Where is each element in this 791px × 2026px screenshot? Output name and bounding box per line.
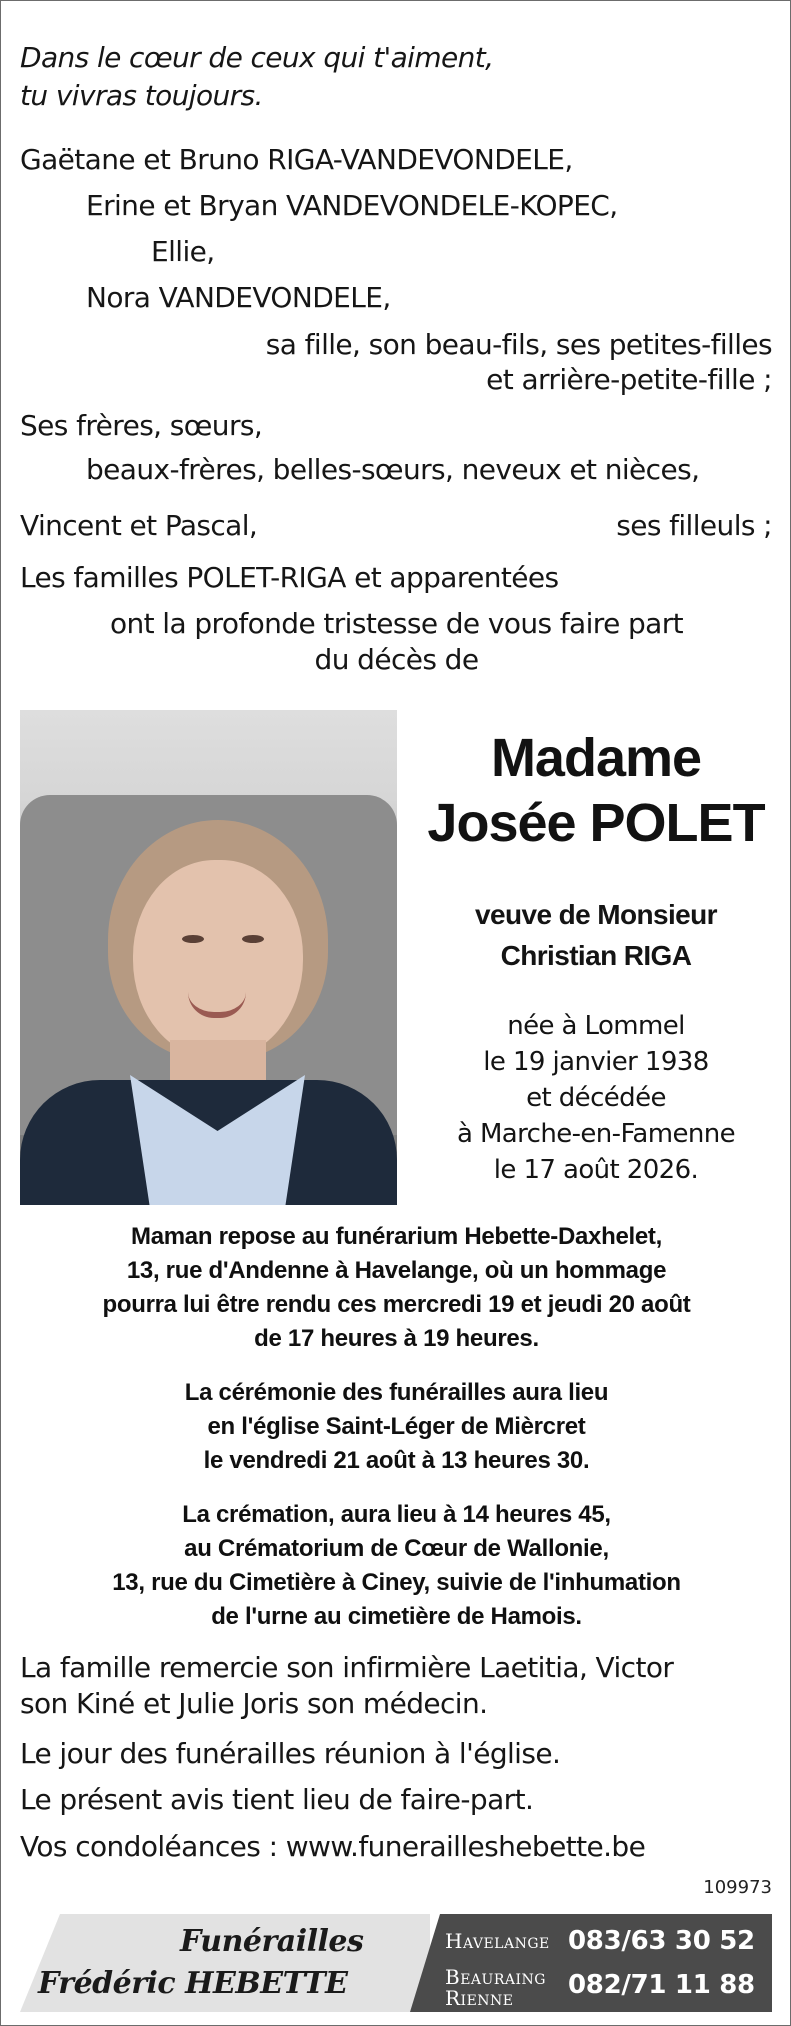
town-rienne: Rienne <box>445 1986 514 2010</box>
widow-line-1: veuve de Monsieur <box>475 899 717 930</box>
family-line-9a: Vincent et Pascal, <box>20 509 258 542</box>
bio-line-1: née à Lommel <box>507 1011 685 1041</box>
family-line-7: Ses frères, sœurs, <box>20 409 263 442</box>
bio-line-2: le 19 janvier 1938 <box>483 1047 709 1077</box>
left-eye-shape <box>182 935 204 943</box>
reference-number: 109973 <box>703 1877 772 1898</box>
family-line-6: et arrière-petite-fille ; <box>486 363 772 396</box>
announcement-line-6: en l'église Saint-Léger de Mièrcret <box>207 1413 586 1440</box>
announcement-line-7: le vendredi 21 août à 13 heures 30. <box>203 1447 590 1474</box>
funeral-home-banner <box>20 1914 772 2012</box>
epigraph-line-1: Dans le cœur de ceux qui t'aiment, <box>20 41 494 74</box>
town-beauraing: Beauraing <box>445 1965 546 1989</box>
phone-havelange: 083/63 30 52 <box>568 1926 755 1956</box>
family-line-10: Les familles POLET-RIGA et apparentées <box>20 561 559 594</box>
thanks-line-1: La famille remercie son infirmière Laetitia, Victor <box>20 1651 674 1684</box>
family-line-5: sa fille, son beau-fils, ses petites-filles <box>265 328 772 361</box>
face-shape <box>133 860 303 1060</box>
deceased-name: Josée POLET <box>427 793 765 853</box>
funeral-home-name-line-2: Frédéric HEBETTE <box>38 1966 348 2001</box>
announcement-line-5: La cérémonie des funérailles aura lieu <box>184 1379 609 1406</box>
family-line-12: du décès de <box>314 643 479 676</box>
funeral-home-name-line-1: Funérailles <box>180 1924 364 1959</box>
family-line-4: Nora VANDEVONDELE, <box>86 281 391 314</box>
announcement-line-10: 13, rue du Cimetière à Ciney, suivie de l'inhumation <box>112 1569 681 1596</box>
announcement-line-3: pourra lui être rendu ces mercredi 19 et jeudi 20 août <box>102 1291 691 1318</box>
reunion-line: Le jour des funérailles réunion à l'église. <box>20 1737 561 1770</box>
portrait-photo <box>20 710 397 1205</box>
bio-line-5: le 17 août 2026. <box>493 1155 699 1185</box>
family-line-8: beaux-frères, belles-sœurs, neveux et nièces, <box>86 453 700 486</box>
town-havelange: Havelange <box>445 1929 550 1953</box>
widow-line-2: Christian RIGA <box>500 940 692 971</box>
family-line-3: Ellie, <box>151 235 215 268</box>
family-line-2: Erine et Bryan VANDEVONDELE-KOPEC, <box>86 189 618 222</box>
title-madame: Madame <box>490 728 702 788</box>
family-line-9b: ses filleuls ; <box>616 509 772 542</box>
announcement-line-1: Maman repose au funérarium Hebette-Daxhelet, <box>131 1223 662 1250</box>
family-line-11: ont la profonde tristesse de vous faire part <box>109 607 684 640</box>
phone-beauraing: 082/71 11 88 <box>568 1970 755 2000</box>
announcement-line-2: 13, rue d'Andenne à Havelange, où un hommage <box>126 1257 667 1284</box>
announcement-line-9: au Crématorium de Cœur de Wallonie, <box>184 1535 609 1562</box>
right-eye-shape <box>242 935 264 943</box>
announcement-line-11: de l'urne au cimetière de Hamois. <box>211 1603 582 1630</box>
bio-line-3: et décédée <box>526 1083 666 1113</box>
condolences-line: Vos condoléances : www.funerailleshebette.be <box>20 1830 646 1863</box>
bio-line-4: à Marche-en-Famenne <box>456 1119 736 1149</box>
thanks-line-2: son Kiné et Julie Joris son médecin. <box>20 1687 488 1720</box>
family-line-1: Gaëtane et Bruno RIGA-VANDEVONDELE, <box>20 143 573 176</box>
epigraph-line-2: tu vivras toujours. <box>20 79 263 112</box>
announcement-line-4: de 17 heures à 19 heures. <box>254 1325 539 1352</box>
announcement-line-8: La crémation, aura lieu à 14 heures 45, <box>182 1501 611 1528</box>
notice-line: Le présent avis tient lieu de faire-part. <box>20 1783 534 1816</box>
